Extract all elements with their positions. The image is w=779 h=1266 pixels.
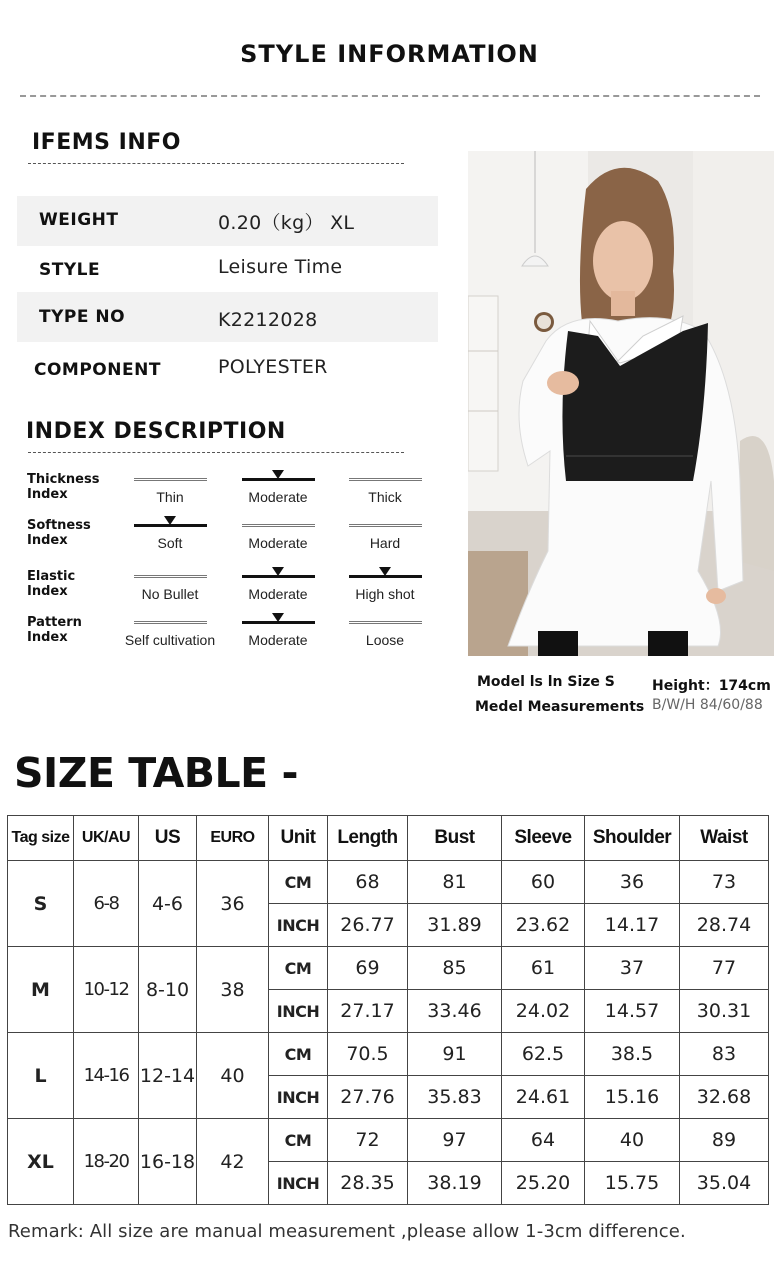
measurement-cell: 70.5 xyxy=(328,1033,408,1076)
measurement-cell: 97 xyxy=(408,1119,502,1162)
size-table-header-row xyxy=(8,816,769,861)
selected-marker-icon xyxy=(379,567,391,576)
index-scale-selected xyxy=(134,524,207,527)
unit-cell: CM xyxy=(269,861,328,904)
unit-cell: CM xyxy=(269,1119,328,1162)
measurement-cell: 28.35 xyxy=(328,1162,408,1205)
measurement-cell: 15.75 xyxy=(585,1162,680,1205)
index-scale xyxy=(242,524,315,527)
measurement-cell: 14.17 xyxy=(585,904,680,947)
measurement-cell: 35.04 xyxy=(680,1162,769,1205)
index-option xyxy=(115,621,225,648)
index-label: Softness Index xyxy=(27,518,91,548)
measurement-cell: 89 xyxy=(680,1119,769,1162)
unit-cell: INCH xyxy=(269,1162,328,1205)
measurement-cell: 33.46 xyxy=(408,990,502,1033)
tag-size-cell: S xyxy=(8,861,74,947)
index-scale-selected xyxy=(349,575,422,578)
measurement-cell: 30.31 xyxy=(680,990,769,1033)
measurement-cell: 36 xyxy=(585,861,680,904)
tag-size-cell: M xyxy=(8,947,74,1033)
title-divider xyxy=(20,95,760,97)
tag-size-cell: L xyxy=(8,1033,74,1119)
column-header: Length xyxy=(328,816,408,861)
index-scale-selected xyxy=(242,478,315,481)
measurement-cell: 35.83 xyxy=(408,1076,502,1119)
index-option xyxy=(223,478,333,505)
index-option-label: Self cultivation xyxy=(124,632,216,648)
measurement-cell: 26.77 xyxy=(328,904,408,947)
column-header: Unit xyxy=(269,816,328,861)
info-row-style xyxy=(17,246,438,296)
measurement-cell: 69 xyxy=(328,947,408,990)
measurement-cell: 68 xyxy=(328,861,408,904)
info-key: WEIGHT xyxy=(39,210,119,230)
uk-au-cell: 10-12 xyxy=(74,947,139,1033)
size-table xyxy=(7,815,769,1205)
measurement-cell: 83 xyxy=(680,1033,769,1076)
column-header: Bust xyxy=(408,816,502,861)
measurement-cell: 38.5 xyxy=(585,1033,680,1076)
index-option xyxy=(223,575,333,602)
measurement-cell: 62.5 xyxy=(502,1033,585,1076)
measurement-cell: 14.57 xyxy=(585,990,680,1033)
euro-cell: 42 xyxy=(197,1119,269,1205)
index-scale xyxy=(134,621,207,624)
info-value: POLYESTER xyxy=(218,356,328,378)
info-row-weight xyxy=(17,196,438,246)
column-header: Tag size xyxy=(8,816,74,861)
info-key: COMPONENT xyxy=(34,360,161,380)
unit-cell: INCH xyxy=(269,990,328,1033)
index-scale xyxy=(134,575,207,578)
index-option xyxy=(330,621,440,648)
measurement-cell: 38.19 xyxy=(408,1162,502,1205)
table-row xyxy=(8,1119,769,1162)
measurement-cell: 91 xyxy=(408,1033,502,1076)
index-option-label: Thin xyxy=(156,489,184,505)
index-option-label: Loose xyxy=(365,632,405,648)
index-option xyxy=(115,575,225,602)
us-cell: 8-10 xyxy=(139,947,197,1033)
size-table-heading: SIZE TABLE - xyxy=(14,749,298,797)
table-row xyxy=(8,947,769,990)
index-scale xyxy=(349,478,422,481)
info-row-component xyxy=(17,346,438,396)
measurement-cell: 60 xyxy=(502,861,585,904)
measurement-cell: 85 xyxy=(408,947,502,990)
index-label: Pattern Index xyxy=(27,615,82,645)
column-header: UK/AU xyxy=(74,816,139,861)
items-info-divider xyxy=(28,163,404,164)
index-option xyxy=(330,524,440,551)
index-description-divider xyxy=(28,452,404,453)
column-header: Waist xyxy=(680,816,769,861)
model-height-text: Height：174cm xyxy=(652,678,771,694)
unit-cell: CM xyxy=(269,947,328,990)
measurement-cell: 37 xyxy=(585,947,680,990)
model-size-text: Model ls ln Size S xyxy=(477,674,615,690)
measurement-cell: 27.76 xyxy=(328,1076,408,1119)
index-option-label: High shot xyxy=(355,586,415,602)
column-header: Sleeve xyxy=(502,816,585,861)
index-scale-selected xyxy=(242,621,315,624)
index-label: Elastic Index xyxy=(27,569,76,599)
index-option xyxy=(223,621,333,648)
measurement-cell: 32.68 xyxy=(680,1076,769,1119)
index-option xyxy=(223,524,333,551)
model-measurements-label: Medel Measurements xyxy=(475,699,645,715)
measurement-cell: 24.61 xyxy=(502,1076,585,1119)
index-option xyxy=(115,524,225,551)
measurement-cell: 77 xyxy=(680,947,769,990)
unit-cell: CM xyxy=(269,1033,328,1076)
index-option-label: Moderate xyxy=(248,489,308,505)
uk-au-cell: 14-16 xyxy=(74,1033,139,1119)
measurement-cell: 40 xyxy=(585,1119,680,1162)
index-option-label: Moderate xyxy=(248,535,308,551)
measurement-cell: 27.17 xyxy=(328,990,408,1033)
measurement-cell: 31.89 xyxy=(408,904,502,947)
table-row xyxy=(8,861,769,904)
page-title: STYLE INFORMATION xyxy=(240,40,539,68)
euro-cell: 38 xyxy=(197,947,269,1033)
measurement-cell: 64 xyxy=(502,1119,585,1162)
index-option-label: No Bullet xyxy=(141,586,199,602)
unit-cell: INCH xyxy=(269,1076,328,1119)
measurement-cell: 61 xyxy=(502,947,585,990)
index-scale xyxy=(349,621,422,624)
index-description-heading: INDEX DESCRIPTION xyxy=(26,419,286,444)
measurement-cell: 23.62 xyxy=(502,904,585,947)
us-cell: 12-14 xyxy=(139,1033,197,1119)
product-photo-illustration xyxy=(468,151,774,656)
selected-marker-icon xyxy=(164,516,176,525)
uk-au-cell: 6-8 xyxy=(74,861,139,947)
selected-marker-icon xyxy=(272,470,284,479)
index-option-label: Moderate xyxy=(248,586,308,602)
index-scale xyxy=(134,478,207,481)
remark-text: Remark: All size are manual measurement ,please allow 1-3cm difference. xyxy=(8,1221,686,1242)
us-cell: 16-18 xyxy=(139,1119,197,1205)
index-scale-selected xyxy=(242,575,315,578)
items-info-heading: IFEMS INFO xyxy=(32,130,181,155)
measurement-cell: 25.20 xyxy=(502,1162,585,1205)
euro-cell: 40 xyxy=(197,1033,269,1119)
column-header: US xyxy=(139,816,197,861)
model-bwh-text: B/W/H 84/60/88 xyxy=(652,697,763,713)
selected-marker-icon xyxy=(272,567,284,576)
us-cell: 4-6 xyxy=(139,861,197,947)
index-option xyxy=(115,478,225,505)
info-value: K2212028 xyxy=(218,309,318,331)
index-option-label: Moderate xyxy=(248,632,308,648)
tag-size-cell: XL xyxy=(8,1119,74,1205)
index-option xyxy=(330,575,440,602)
index-option-label: Hard xyxy=(369,535,401,551)
measurement-cell: 15.16 xyxy=(585,1076,680,1119)
info-key: STYLE xyxy=(39,260,101,280)
measurement-cell: 73 xyxy=(680,861,769,904)
info-row-type-no xyxy=(17,292,438,342)
measurement-cell: 28.74 xyxy=(680,904,769,947)
column-header: EURO xyxy=(197,816,269,861)
info-value: Leisure Time xyxy=(218,256,343,278)
info-key: TYPE NO xyxy=(39,307,126,327)
selected-marker-icon xyxy=(272,613,284,622)
measurement-cell: 72 xyxy=(328,1119,408,1162)
unit-cell: INCH xyxy=(269,904,328,947)
measurement-cell: 81 xyxy=(408,861,502,904)
measurement-cell: 24.02 xyxy=(502,990,585,1033)
column-header: Shoulder xyxy=(585,816,680,861)
table-row xyxy=(8,1033,769,1076)
index-option-label: Soft xyxy=(157,535,183,551)
index-label: Thickness Index xyxy=(27,472,100,502)
index-option-label: Thick xyxy=(368,489,402,505)
uk-au-cell: 18-20 xyxy=(74,1119,139,1205)
euro-cell: 36 xyxy=(197,861,269,947)
info-value: 0.20（kg） XL xyxy=(218,212,355,234)
index-option xyxy=(330,478,440,505)
index-scale xyxy=(349,524,422,527)
product-photo xyxy=(468,151,774,656)
